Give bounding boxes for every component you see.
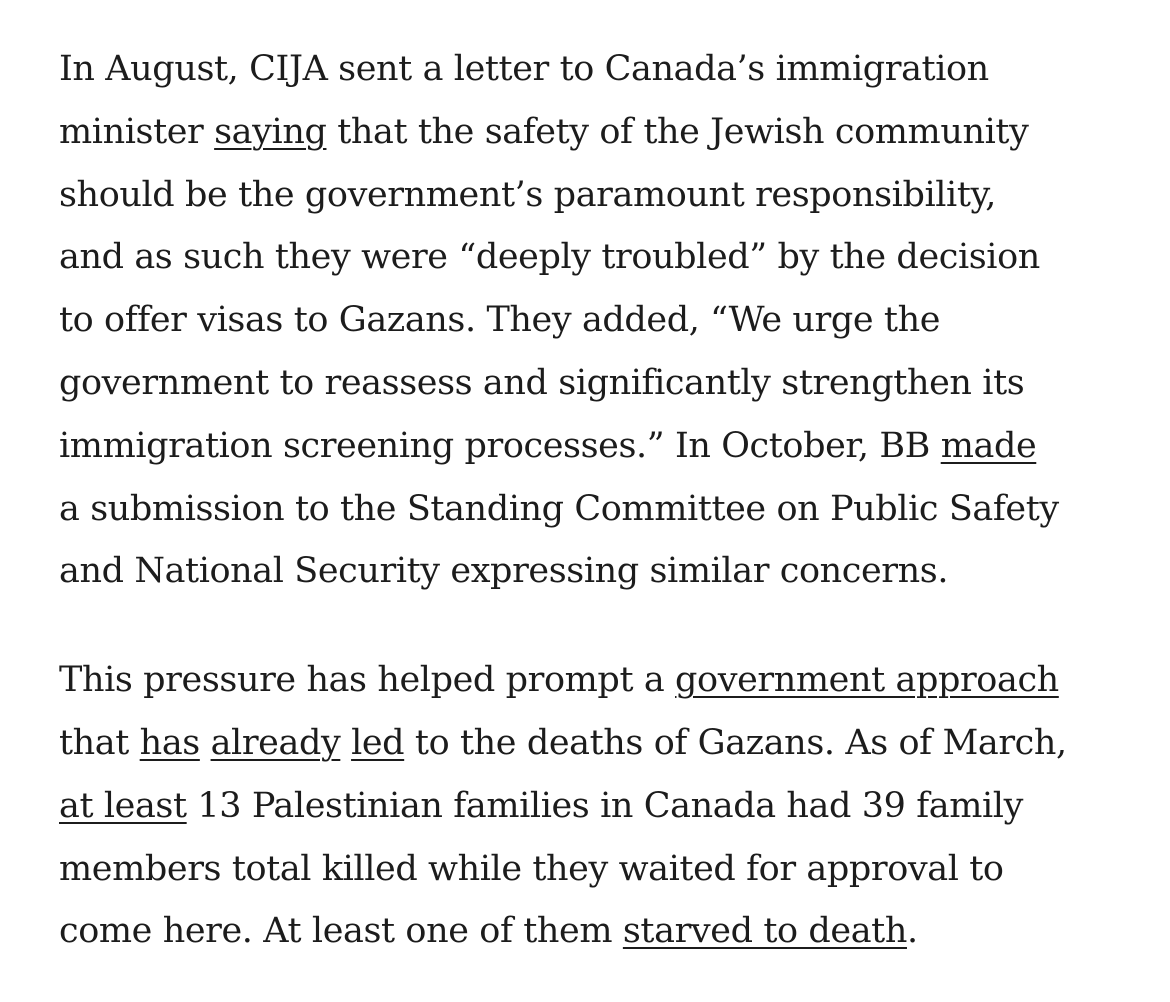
text-line	[59, 900, 1139, 963]
text-line	[59, 775, 1139, 838]
text-run: a submission to the Standing Committee on Public Safety	[59, 488, 1059, 529]
text-line	[59, 540, 1139, 603]
text-run: minister	[59, 111, 215, 152]
text-run: This pressure has helped prompt a	[59, 660, 676, 701]
article-body	[59, 38, 1139, 963]
text-run	[340, 723, 351, 763]
inline-link[interactable]: has	[139, 722, 200, 763]
text-run: government to reassess and significantly strengthen its	[59, 362, 1025, 403]
text-run	[200, 723, 211, 763]
paragraph	[59, 38, 1139, 603]
text-run: In August, CIJA sent a letter to Canada’s immigration	[59, 49, 989, 89]
inline-link[interactable]: already	[210, 722, 341, 763]
inline-link[interactable]: made	[940, 425, 1037, 466]
inline-link[interactable]: led	[351, 722, 405, 763]
paragraph	[59, 649, 1139, 963]
text-run: come here. At least one of them	[59, 911, 623, 952]
text-line	[59, 289, 1139, 352]
text-line	[59, 38, 1139, 101]
text-run: to offer visas to Gazans. They added, “We urge the	[59, 300, 941, 341]
text-run: and as such they were “deeply troubled” by the decision	[59, 237, 1040, 278]
text-line	[59, 352, 1139, 415]
text-line	[59, 649, 1139, 712]
text-line	[59, 101, 1139, 164]
inline-link[interactable]: starved to death	[622, 911, 907, 952]
text-run: .	[906, 911, 918, 952]
text-run: immigration screening processes.” In October, BB	[59, 425, 941, 466]
text-run: 13 Palestinian families in Canada had 39 family	[186, 785, 1023, 826]
text-line	[59, 415, 1139, 478]
text-line	[59, 226, 1139, 289]
text-run: that the safety of the Jewish community	[326, 111, 1029, 152]
text-line	[59, 838, 1139, 901]
inline-link[interactable]: at least	[59, 785, 187, 826]
text-run: members total killed while they waited for approval to	[59, 848, 1004, 889]
text-line	[59, 478, 1139, 541]
text-run: to the deaths of Gazans. As of March,	[404, 722, 1067, 763]
text-run: that	[59, 722, 140, 763]
text-run: and National Security expressing similar concerns.	[59, 551, 949, 592]
inline-link[interactable]: government approach	[675, 660, 1059, 701]
text-line	[59, 164, 1139, 227]
text-run: should be the government’s paramount responsibility,	[59, 174, 996, 215]
text-line	[59, 712, 1139, 775]
inline-link[interactable]: saying	[214, 111, 327, 152]
